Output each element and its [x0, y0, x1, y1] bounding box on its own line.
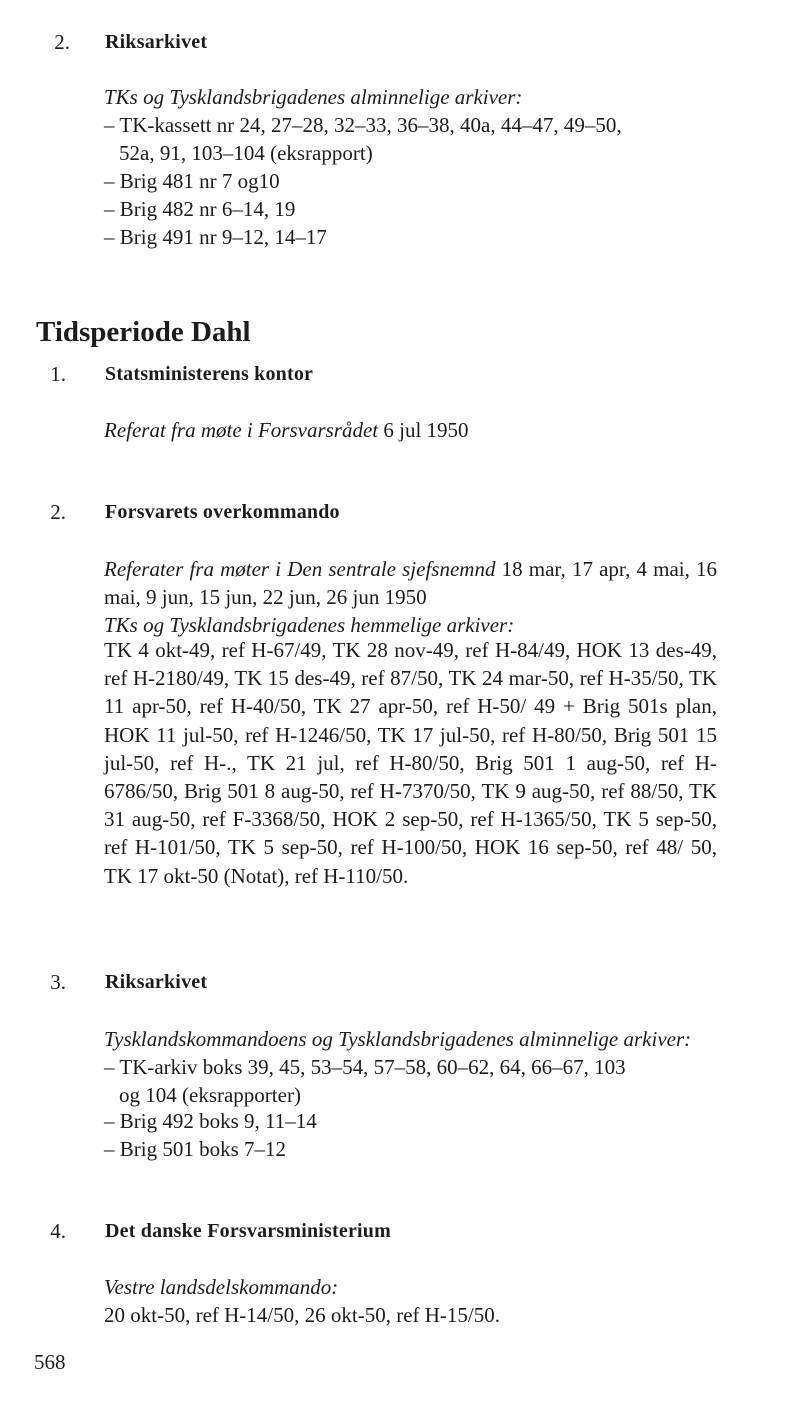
list-item: – TK-kassett nr 24, 27–28, 32–33, 36–38, 40a, 44–47, 49–50, — [104, 113, 622, 137]
item-number: 1. — [50, 362, 66, 386]
list-item: – Brig 481 nr 7 og10 — [104, 169, 280, 193]
archive-subtitle: TKs og Tysklandsbrigadenes alminnelige arkiver: — [104, 85, 523, 109]
item-heading: Forsvarets overkommando — [105, 501, 340, 523]
item-number: 2. — [50, 500, 66, 524]
item-heading: Det danske Forsvarsministerium — [105, 1220, 391, 1242]
page-number: 568 — [34, 1350, 66, 1374]
item-heading: Riksarkivet — [105, 31, 208, 53]
item-heading: Statsministerens kontor — [105, 363, 314, 385]
list-item: – Brig 492 boks 9, 11–14 — [104, 1109, 317, 1133]
reference-body: TK 4 okt-49, ref H-67/49, TK 28 nov-49, ref H-84/49, HOK 13 des-49, ref H-2180/49, TK 15 des-49, ref 87/50, TK 24 mar-50, ref H-35/50, TK 11 apr-50, ref H-40/50, TK 27 apr-50, ref H-50/ 49 + Brig 501s plan, HOK 11 jul-50, ref H-1246/50, TK 17 jul-50, ref H-80/50, Brig 501 15 jul-50, ref H-., TK 21 jul, ref H-80/50, Brig 501 1 aug-50, ref H-6786/50, Brig 501 8 aug-50, ref H-7370/50, TK 9 aug-50, ref 88/50, TK 31 aug-50, ref F-3368/50, HOK 2 sep-50, ref H-1365/50, TK 5 sep-50, ref H-101/50, TK 5 sep-50, ref H-100/50, HOK 16 sep-50, ref 48/ 50, TK 17 okt-50 (Notat), ref H-110/50. — [104, 638, 717, 888]
archive-subtitle: TKs og Tysklandsbrigadenes hemmelige arkiver: — [104, 613, 515, 637]
section-heading: Tidsperiode Dahl — [36, 316, 251, 348]
list-item-continuation: 52a, 91, 103–104 (eksrapport) — [119, 141, 373, 165]
reference-body: 20 okt-50, ref H-14/50, 26 okt-50, ref H-15/50. — [104, 1303, 501, 1327]
list-item: – Brig 482 nr 6–14, 19 — [104, 197, 296, 221]
list-item-continuation: og 104 (eksrapporter) — [119, 1083, 301, 1107]
item-number: 2. — [54, 30, 70, 54]
reference-title: Referat fra møte i Forsvarsrådet — [104, 418, 379, 442]
item-number: 4. — [50, 1219, 66, 1243]
list-item: – TK-arkiv boks 39, 45, 53–54, 57–58, 60–62, 64, 66–67, 103 — [104, 1055, 626, 1079]
reference-title: Referater fra møter i Den sentrale sjefsnemnd — [104, 557, 496, 581]
reference-dates: 18 mar, 17 apr, 4 mai, 16 mai, 9 jun, 15 jun, 22 jun, 26 jun 1950 — [104, 557, 717, 610]
reference-paragraph — [104, 555, 717, 611]
item-number: 3. — [50, 970, 66, 994]
list-item: – Brig 501 boks 7–12 — [104, 1137, 287, 1161]
reference-line — [104, 416, 469, 444]
list-item: – Brig 491 nr 9–12, 14–17 — [104, 225, 327, 249]
item-heading: Riksarkivet — [105, 971, 208, 993]
reference-date: 6 jul 1950 — [378, 418, 469, 442]
archive-subtitle: Tysklandskommandoens og Tysklandsbrigadenes alminnelige arkiver: — [104, 1027, 692, 1051]
archive-subtitle: Vestre landsdelskommando: — [104, 1275, 339, 1299]
